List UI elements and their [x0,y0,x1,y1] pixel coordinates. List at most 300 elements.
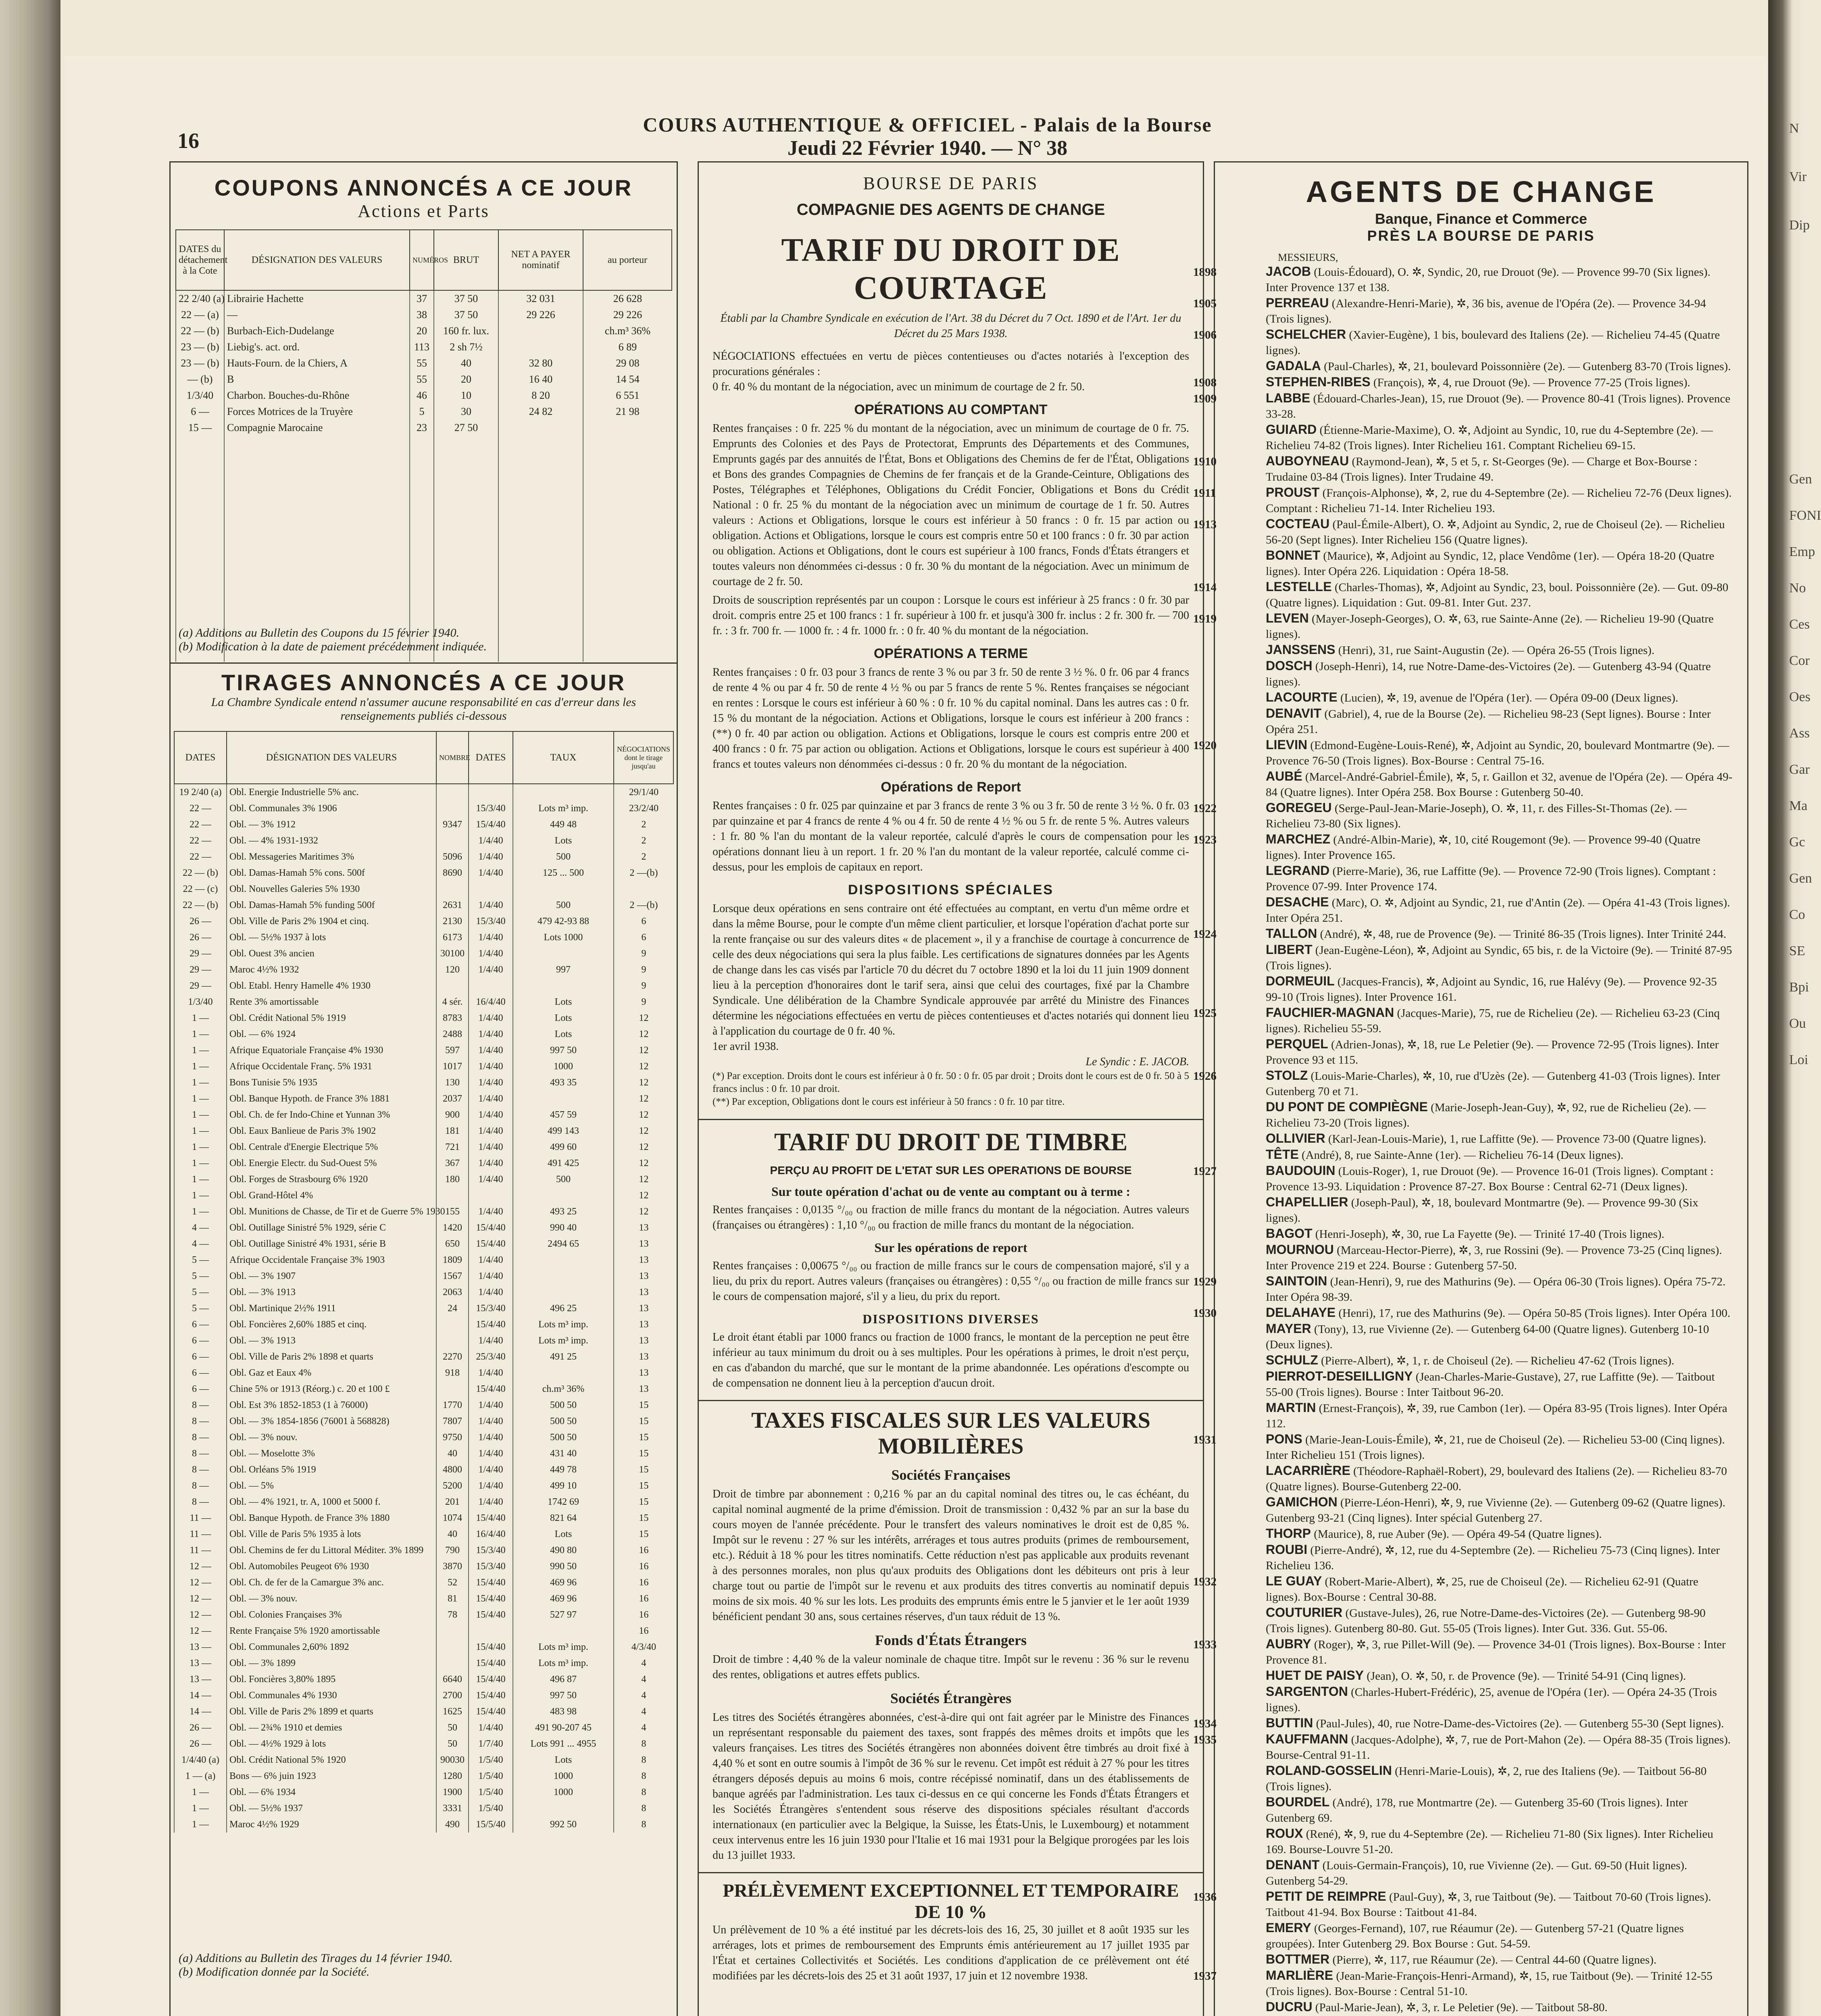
agent-entry [1229,1400,1733,1431]
tirage-cell-neg: 6 [614,913,673,929]
tirage-cell-taux: 990 40 [513,1220,614,1236]
edge-text-fragment: Loi [1789,1052,1808,1067]
tirage-cell-name: Obl. Ouest 3% ancien [227,946,436,962]
coupon-cell-brut: 37 50 [434,307,498,323]
tirage-row [174,1187,673,1204]
tirage-row [174,1478,673,1494]
coupon-cell-name: B [224,371,410,387]
tirage-cell-taux: Lots [513,1010,614,1026]
edge-text-fragment: Vir [1789,169,1807,184]
agent-name: PIERROT-DESEILLIGNY [1266,1369,1413,1383]
agent-name: LACARRIÈRE [1266,1463,1350,1478]
tirage-cell-d: 15/4/40 [469,1381,513,1397]
tirage-cell-nb: 490 [436,1816,469,1833]
agent-entry [1229,973,1733,1005]
edge-text-fragment: Ma [1789,798,1808,813]
agent-name: EMERY [1266,1920,1311,1935]
tirage-cell-taux [513,1800,614,1816]
tirage-cell-neg: 9 [614,962,673,978]
tirage-cell-nb: 8690 [436,865,469,881]
tirage-cell-taux: 490 80 [513,1542,614,1558]
coupon-cell-empty [434,565,498,581]
tirage-cell-name: Obl. — 4% 1931-1932 [227,833,436,849]
coupon-cell-empty [224,533,410,549]
agent-name: FAUCHIER-MAGNAN [1266,1005,1394,1020]
coupons-header-nominatif: NET A PAYER nominatif [498,230,583,290]
agent-entry [1229,548,1733,579]
tirage-cell-neg: 12 [614,1042,673,1058]
divider [699,1400,1203,1401]
coupon-cell-nom: 32 031 [498,290,583,307]
tirage-cell-nb [436,1316,469,1333]
coupon-cell-empty [498,452,583,468]
tirage-cell-taux: 821 64 [513,1510,614,1526]
tirage-cell-name: Obl. Ville de Paris 2% 1898 et quarts [227,1349,436,1365]
tirage-cell-name: Obl. Ville de Paris 5% 1935 à lots [227,1526,436,1542]
agent-entry [1193,1431,1733,1463]
coupon-cell-num: 5 [410,404,434,420]
tirage-cell-name: Obl. Grand-Hôtel 4% [227,1187,436,1204]
tirage-cell-nb: 2270 [436,1349,469,1365]
agent-entry [1229,706,1733,737]
coupon-cell-empty [410,581,434,597]
tirage-cell-name: Obl. — 3% nouv. [227,1591,436,1607]
agent-details: (André), ✲, 48, rue de Provence (9e). — Trinité 86-35 (Trois lignes). Inter Trinité 244. [1320,928,1727,941]
edge-text-fragment: Co [1789,907,1805,922]
tirage-row [174,1736,673,1752]
tirage-row [174,1171,673,1187]
tirage-cell-date: 8 — [174,1445,227,1462]
tirage-cell-nb: 1770 [436,1397,469,1413]
tirage-cell-nb: 2063 [436,1284,469,1300]
coupon-cell-brut: 10 [434,387,498,404]
coupon-cell-empty [583,468,672,484]
agent-details: (Jean-Charles-Marie-Gustave), 27, rue Laffitte (9e). — Taitbout 55-00 (Trois lignes). Bourse : Inter Taitbout 96-20. [1266,1370,1715,1399]
tirage-cell-date: 12 — [174,1558,227,1574]
agent-name: GAMICHON [1266,1495,1338,1509]
tirage-cell-nb: 1017 [436,1058,469,1075]
tirage-cell-date: 5 — [174,1252,227,1268]
tirage-row [174,946,673,962]
terme-title: OPÉRATIONS A TERME [873,646,1028,661]
tirage-cell-d: 1/4/40 [469,1397,513,1413]
tirage-cell-date: 13 — [174,1671,227,1687]
agent-entry [1229,1684,1733,1715]
tirage-cell-nb [436,1655,469,1671]
agent-entry [1193,485,1733,516]
coupon-cell-empty [410,516,434,533]
tirage-row [174,865,673,881]
taxes-fr-text: Droit de timbre par abonnement : 0,216 % par an du capital nominal des titres ou, le cas échéant, du capital nominal augmenté de la prime d'émission. Droit de transmission : 0,432 % par an sur la base du cours moyen de l'année précédente. Pour le transfert des valeurs nominatives le droit est de 0,85 %. Impôt sur le revenu : 27 % sur les intérêts, arrérages et tous autres produits (primes de remboursement, etc.). Réduit à 18 % pour les titres nominatifs. Cette réduction n'est pas applicable aux produits revenant à des personnes morales, non plus qu'aux produits des Obligations dont les débiteurs ont pris à leur charge tout ou partie de l'impôt sur le revenu et aux produits des titres convertis au nominatif depuis moins de six mois. 40 % sur les lots. Les produits des emprunts émis entre le 5 janvier et le 1er août 1939 bénéficient pendant 30 ans, sous certaines réserves, d'un taux réduit de 13 %. [713,1488,1190,1623]
coupon-cell-nom [498,339,583,355]
agent-details: (Joseph-Paul), ✲, 18, boulevard Montmartre (9e). — Provence 99-30 (Six lignes). [1266,1196,1698,1225]
edge-text-fragment: Emp [1789,544,1815,559]
tirage-cell-neg: 2 —(b) [614,865,673,881]
tirage-cell-date: 29 — [174,962,227,978]
agent-entry [1229,642,1733,658]
tirage-cell-date: 1 — [174,1010,227,1026]
tirage-cell-taux [513,881,614,897]
tirage-cell-taux: Lots [513,994,614,1010]
agent-entry [1193,1968,1733,1999]
agent-details: (Karl-Jean-Louis-Marie), 1, rue Laffitte (9e). — Provence 73-00 (Quatre lignes). [1328,1133,1706,1145]
tirage-cell-date: 1 — [174,1075,227,1091]
tirage-cell-name: Obl. Crédit National 5% 1919 [227,1010,436,1026]
agent-name: SARGENTON [1266,1684,1348,1699]
agent-name: ROUX [1266,1826,1303,1841]
agent-entry [1193,390,1733,422]
edge-text-fragment: Cor [1789,653,1810,668]
edge-text-fragment: Dip [1789,218,1810,233]
agent-entry [1229,1368,1733,1400]
tirage-cell-taux: 457 59 [513,1107,614,1123]
tirage-cell-neg: 15 [614,1429,673,1445]
tirage-cell-d: 1/4/40 [469,1478,513,1494]
tirage-cell-date: 22 — [174,833,227,849]
masthead-date: Jeudi 22 Février 1940. — N° 38 [787,137,1068,160]
agent-details: (Pierre-Albert), ✲, 1, r. de Choiseul (2e). — Richelieu 47-62 (Trois lignes). [1321,1354,1675,1367]
tirage-cell-taux: 491 25 [513,1349,614,1365]
tirage-cell-taux: 500 [513,897,614,913]
coupon-cell-nom: 29 226 [498,307,583,323]
tirage-cell-taux: 500 50 [513,1397,614,1413]
agent-name: ROLAND-GOSSELIN [1266,1763,1392,1778]
tirage-cell-taux [513,1623,614,1639]
agent-entry [1229,768,1733,800]
tirage-cell-d: 1/4/40 [469,1123,513,1139]
tirage-cell-date: 1 — [174,1187,227,1204]
tirage-cell-date: 1 — [174,1058,227,1075]
tirage-cell-d: 15/5/40 [469,1816,513,1833]
agent-details: (Paul-Marie-Jean), ✲, 3, r. Le Peletier (9e). — Taitbout 58-80. [1315,2001,1608,2014]
tirage-cell-taux: 997 50 [513,1687,614,1704]
agent-name: DENANT [1266,1858,1320,1872]
coupon-cell-empty [583,597,672,613]
tirage-cell-neg: 15 [614,1413,673,1429]
edge-text-fragment: SE [1789,943,1805,958]
agent-name: LIBERT [1266,942,1313,957]
tirage-cell-taux [513,1187,614,1204]
coupon-cell-empty [410,484,434,500]
agent-name: DU PONT DE COMPIÈGNE [1266,1100,1428,1114]
tirage-cell-taux: Lots m³ imp. [513,1655,614,1671]
coupons-title: COUPONS ANNONCÉS A CE JOUR [214,175,633,200]
agent-entry [1229,1794,1733,1826]
agent-year: 1913 [1193,518,1217,531]
tirage-cell-taux: 449 48 [513,816,614,833]
tirage-cell-nb [436,800,469,816]
tirage-row [174,1381,673,1397]
agent-name: MOURNOU [1266,1242,1334,1257]
agents-title: AGENTS DE CHANGE [1306,175,1656,208]
tirage-cell-d: 1/4/40 [469,1204,513,1220]
coupon-row-empty [176,500,672,516]
tirage-cell-taux: 2494 65 [513,1236,614,1252]
agent-year: 1936 [1193,1891,1217,1904]
tirage-cell-neg: 12 [614,1026,673,1042]
tirage-cell-nb [436,1623,469,1639]
agent-year: 1908 [1193,376,1217,389]
tirage-cell-nb: 24 [436,1300,469,1316]
tirage-cell-date: 14 — [174,1687,227,1704]
tirage-row [174,1252,673,1268]
tirage-cell-name: Afrique Occidentale Franç. 5% 1931 [227,1058,436,1075]
agent-year: 1924 [1193,928,1217,941]
tirage-cell-date: 8 — [174,1413,227,1429]
tirage-cell-neg: 12 [614,1204,673,1220]
agent-entry [1229,1494,1733,1526]
coupon-cell-name: Charbon. Bouches-du-Rhône [224,387,410,404]
coupon-row-empty [176,565,672,581]
edge-text-fragment: Ces [1789,617,1810,632]
tirage-cell-taux: 479 42-93 88 [513,913,614,929]
tirages-note: (b) Modification donnée par la Société. [179,1965,370,1979]
coupon-cell-empty [583,565,672,581]
agent-details: (Raymond-Jean), ✲, 5 et 5, r. St-Georges (9e). — Charge et Box-Bourse : Trudaine 03-84 (Trois lignes). Inter Trudaine 49. [1266,455,1698,483]
coupon-cell-empty [176,452,224,468]
coupon-cell-empty [410,436,434,452]
coupons-header-designation: DÉSIGNATION DES VALEURS [224,230,410,290]
tirage-cell-date: 29 — [174,978,227,994]
tirage-cell-neg: 8 [614,1800,673,1816]
tirage-cell-nb [436,881,469,897]
tirage-row [174,1623,673,1639]
tirage-cell-name: Obl. Eaux Banlieue de Paris 3% 1902 [227,1123,436,1139]
agent-details: (Jean-Henri), 9, rue des Mathurins (9e). — Opéra 06-30 (Trois lignes). Opéra 75-72. Inter Opéra 98-39. [1266,1275,1726,1304]
agent-entry [1193,926,1733,942]
tirage-cell-d [469,784,513,800]
tirage-row [174,833,673,849]
tirage-cell-taux: 1000 [513,1768,614,1784]
coupon-cell-num: 38 [410,307,434,323]
agent-entry [1229,1605,1733,1636]
tirage-cell-taux: 125 ... 500 [513,865,614,881]
agent-entry [1229,358,1733,374]
coupon-cell-num: 46 [410,387,434,404]
agent-entry [1229,1826,1733,1857]
divider [699,1119,1203,1120]
coupon-cell-empty [498,468,583,484]
coupon-cell-empty [410,597,434,613]
agent-details: (Henri-Joseph), ✲, 30, rue La Fayette (9e). — Trinité 17-40 (Trois lignes). [1315,1228,1665,1241]
tirage-cell-name: Obl. Orléans 5% 1919 [227,1462,436,1478]
tirage-cell-neg: 13 [614,1365,673,1381]
tirage-cell-d: 1/4/40 [469,1413,513,1429]
tirage-cell-date: 8 — [174,1478,227,1494]
tirage-cell-neg: 13 [614,1333,673,1349]
agent-entry [1229,1036,1733,1068]
coupon-cell-empty [434,533,498,549]
tirage-cell-name: Obl. Outillage Sinistré 5% 1929, série C [227,1220,436,1236]
agent-year: 1898 [1193,266,1217,279]
tirage-row [174,1671,673,1687]
tirage-cell-name: Obl. — 3% nouv. [227,1429,436,1445]
book-spine [0,0,60,2016]
tirage-cell-date: 5 — [174,1268,227,1284]
tirages-title: TIRAGES ANNONCÉS A CE JOUR [221,670,626,695]
agent-entry [1193,579,1733,610]
agent-year: 1914 [1193,581,1217,594]
dispositions-title: DISPOSITIONS SPÉCIALES [848,882,1054,898]
agent-details: (Maurice), 8, rue Auber (9e). — Opéra 49-54 (Quatre lignes). [1314,1528,1602,1541]
coupon-cell-empty [498,597,583,613]
coupon-cell-empty [224,468,410,484]
tirage-cell-d: 1/5/40 [469,1752,513,1768]
tirage-row [174,1655,673,1671]
agent-details: (Jean-Marie-François-Henri-Armand), ✲, 15, rue Taitbout (9e). — Trinité 12-55 (Trois lignes). Box-Bourse : Central 51-10. [1266,1970,1713,1998]
tirage-cell-neg: 4 [614,1687,673,1704]
dispositions-date: 1er avril 1938. [713,1040,779,1053]
tirage-cell-nb: 5096 [436,849,469,865]
agent-name: BOURDEL [1266,1795,1330,1809]
compagnie-title: COMPAGNIE DES AGENTS DE CHANGE [796,201,1105,219]
agent-entry [1229,1668,1733,1684]
coupon-cell-name: Compagnie Marocaine [224,420,410,436]
agent-year: 1906 [1193,329,1217,342]
tirage-row [174,849,673,865]
tirage-cell-name: Rente 3% amortissable [227,994,436,1010]
tirage-cell-taux: 496 25 [513,1300,614,1316]
coupon-cell-empty [224,516,410,533]
agent-entry [1229,863,1733,894]
tirage-cell-d: 25/3/40 [469,1349,513,1365]
taxes-title: TAXES FISCALES SUR LES VALEURS MOBILIÈRES [751,1408,1150,1459]
agent-entry [1193,374,1733,390]
page-number: 16 [177,129,199,153]
coupon-cell-empty [583,646,672,662]
tirages-header-dates: DATES [174,731,227,784]
masthead [605,113,1250,160]
agent-name: DORMEUIL [1266,974,1335,988]
taxes-etr-text: Les titres des Sociétés étrangères abonnées, c'est-à-dire qui ont fait agréer par le Ministre des Finances un représentant responsable du paiement des taxes, sont frappés des mêmes droits et impôts que les valeurs françaises. Les titres des Sociétés étrangères non abonnées doivent être timbrés au droit fixé à 4,40 % et sont en outre soumis à l'impôt de 36 % sur le revenu. Cet impôt est réduit à 27 % pour les titres étrangers déposés depuis au moins 6 mois, contre récépissé nominatif, dans un des établissements de banque agréés par l'administration. Les taux ci-dessus en ce qui concerne les Fonds d'États Étrangers et les Sociétés Étrangères s'entendent sous réserve des dispositions spéciales résultant d'accords internationaux (en particulier avec la Belgique, la Suisse, les États-Unis, le Luxembourg) et notamment ceux intervenus entre les 16 juin 1930 pour l'Italie et 16 mai 1931 pour la Belgique prorogées par les lois du 13 juillet 1933. [713,1711,1189,1862]
tirage-cell-neg: 13 [614,1236,673,1252]
agent-name: DUCRU [1266,1999,1313,2014]
tirage-cell-neg [614,881,673,897]
agent-details: (Pierre-Marie), 36, rue Laffitte (9e). — Provence 72-90 (Trois lignes). Comptant : Provence 07-99. Inter Provence 174. [1266,865,1716,893]
agent-year: 1919 [1193,612,1217,625]
tirage-row [174,881,673,897]
tirage-cell-d: 15/4/40 [469,1220,513,1236]
taxes-etats-text: Droit de timbre : 4,40 % de la valeur nominale de chaque titre. Impôt sur le revenu : 36 % sur le revenu des rentes, obligations et autres effets publics. [713,1653,1189,1681]
tirage-cell-nb [436,1187,469,1204]
tirage-cell-name: Obl. Communales 4% 1930 [227,1687,436,1704]
coupon-cell-empty [498,646,583,662]
tirage-row [174,1155,673,1171]
tirage-row [174,1236,673,1252]
tirage-cell-date: 22 — [174,800,227,816]
coupon-cell-empty [176,581,224,597]
tirage-cell-name: Obl. Martinique 2½% 1911 [227,1300,436,1316]
tirage-cell-taux: Lots m³ imp. [513,1316,614,1333]
tirage-row [174,1800,673,1816]
edge-text-fragment: N [1789,121,1799,136]
tirage-cell-neg: 8 [614,1768,673,1784]
tirage-cell-neg: 15 [614,1397,673,1413]
timbre-title: TARIF DU DROIT DE TIMBRE [774,1129,1128,1156]
tirage-cell-name: Maroc 4½% 1929 [227,1816,436,1833]
tirage-cell-neg: 13 [614,1284,673,1300]
tirage-cell-d: 1/4/40 [469,1107,513,1123]
tirage-cell-nb: 1420 [436,1220,469,1236]
coupon-cell-empty [434,484,498,500]
coupon-cell-empty [176,597,224,613]
tirage-row [174,1607,673,1623]
tirage-cell-d: 1/4/40 [469,1042,513,1058]
tirage-cell-date: 1 — [174,1171,227,1187]
coupon-cell-empty [176,468,224,484]
agent-name: KAUFFMANN [1266,1732,1348,1746]
tirage-cell-taux: Lots 1000 [513,929,614,946]
coupon-cell-empty [410,452,434,468]
agent-details: (Marie-Joseph-Jean-Guy), ✲, 92, rue de Richelieu (2e). — Richelieu 73-20 (Trois lignes). [1266,1101,1706,1129]
tirage-row [174,1510,673,1526]
tirage-cell-nb: 1280 [436,1768,469,1784]
coupon-cell-empty [583,613,672,629]
coupon-cell-empty [224,452,410,468]
tirage-row [174,1591,673,1607]
tirage-cell-nb: 3331 [436,1800,469,1816]
tirage-cell-date: 1 — [174,1107,227,1123]
tirage-cell-neg: 2 [614,816,673,833]
agent-details: (Jean-Eugène-Léon), ✲, Adjoint au Syndic, 65 bis, r. de la Victoire (9e). — Trinité 87-95 (Trois lignes). [1266,944,1732,972]
agent-entry [1229,1226,1733,1242]
tirage-cell-taux [513,1252,614,1268]
terme-text: Rentes françaises : 0 fr. 03 pour 3 francs de rente 3 % ou par 3 fr. 50 de rente 3 ½ %. 0 fr. 06 par 4 francs de rente 4 % ou par 4 fr. 50 de rente 4 ½ % ou par 5 francs de rente 5 %. Rentes françaises se négociant en rentes : Lorsque le cours est inférieur à 60 % : 0 fr. 10 % du capital nominal. Dans les autres cas : 0 fr. 15 % du montant de la négociation. Actions et Obligations, lorsque le cours est inférieur à 200 francs : (**) 0 fr. 40 par action ou obligation. Actions et Obligations, lorsque le cours est compris entre 200 et 400 francs : 0 fr. 75 par action ou obligation. Actions et Obligations, lorsque le cours est supérieur à 400 francs et toutes valeurs non dénommées ci-dessus : 0 fr. 20 % du montant de la négociation. [713,666,1189,771]
tirage-row [174,1462,673,1478]
coupon-cell-empty [224,436,410,452]
coupon-cell-empty [498,629,583,646]
tirage-cell-neg: 4/3/40 [614,1639,673,1655]
tirage-cell-nb: 6640 [436,1671,469,1687]
coupon-cell-empty [434,549,498,565]
coupon-cell-empty [176,549,224,565]
agent-name: SCHELCHER [1266,327,1346,342]
coupon-cell-date: 23 — (b) [176,355,224,371]
agent-entry [1229,1352,1733,1368]
prelevement-text: Un prélèvement de 10 % a été institué par les décrets-lois des 16, 25, 30 juillet et 8 août 1935 sur les arrérages, lots et primes de remboursement des Emprunts émis antérieurement au 17 juillet 1935 par l'État et certaines Collectivités et Sociétés. Les conditions d'application de ce prélèvement ont été modifiées par les décrets-lois des 25 et 31 août 1937, 17 juin et 12 novembre 1938. [713,1924,1189,1982]
tirage-cell-nb: 120 [436,962,469,978]
coupon-cell-name: Burbach-Eich-Dudelange [224,323,410,339]
coupon-cell-name: Forces Motrices de la Truyère [224,404,410,420]
coupon-row-empty [176,549,672,565]
agent-name: SAINTOIN [1266,1274,1327,1288]
agent-details: (Tony), 13, rue Vivienne (2e). — Gutenberg 64-00 (Quatre lignes). Gutenberg 10-10 (Deux lignes). [1266,1323,1709,1351]
coupon-cell-empty [583,516,672,533]
tirage-cell-date: 22 — (c) [174,881,227,897]
timbre-report-text: Rentes françaises : 0,00675 °/₀₀ ou fraction de mille francs sur le cours de compensation majoré, s'il y a lieu, du prix du report. Autres valeurs (françaises ou étrangères) : 0,55 °/₀₀ ou fraction de mille francs sur le cours de compensation majoré, s'il y a lieu, du prix du report. [713,1260,1189,1303]
tirage-cell-nb: 155 [436,1204,469,1220]
agent-entry [1229,1763,1733,1794]
tirage-cell-taux [513,1091,614,1107]
tirage-cell-date: 11 — [174,1542,227,1558]
agent-year: 1927 [1193,1165,1217,1178]
agent-details: (Gustave-Jules), 26, rue Notre-Dame-des-Victoires (2e). — Gutenberg 98-90 (Trois lignes). Gutenberg 80-80. Gut. 55-05 (Trois lignes). Inter Gut. 336. Gut. 55-06. [1266,1607,1706,1635]
coupon-cell-brut: 37 50 [434,290,498,307]
tirage-cell-d: 15/4/40 [469,1236,513,1252]
agent-name: BAGOT [1266,1226,1313,1241]
tirage-row [174,994,673,1010]
tirage-cell-nb: 1074 [436,1510,469,1526]
agent-name: MARLIÈRE [1266,1968,1333,1983]
tirage-cell-nb: 650 [436,1236,469,1252]
coupon-cell-empty [434,468,498,484]
tirage-cell-neg: 4 [614,1655,673,1671]
tirage-cell-neg: 16 [614,1591,673,1607]
coupon-row-empty [176,436,672,452]
tirage-row [174,1042,673,1058]
coupons-header-porteur: au porteur [583,230,672,290]
tirage-cell-neg: 15 [614,1478,673,1494]
